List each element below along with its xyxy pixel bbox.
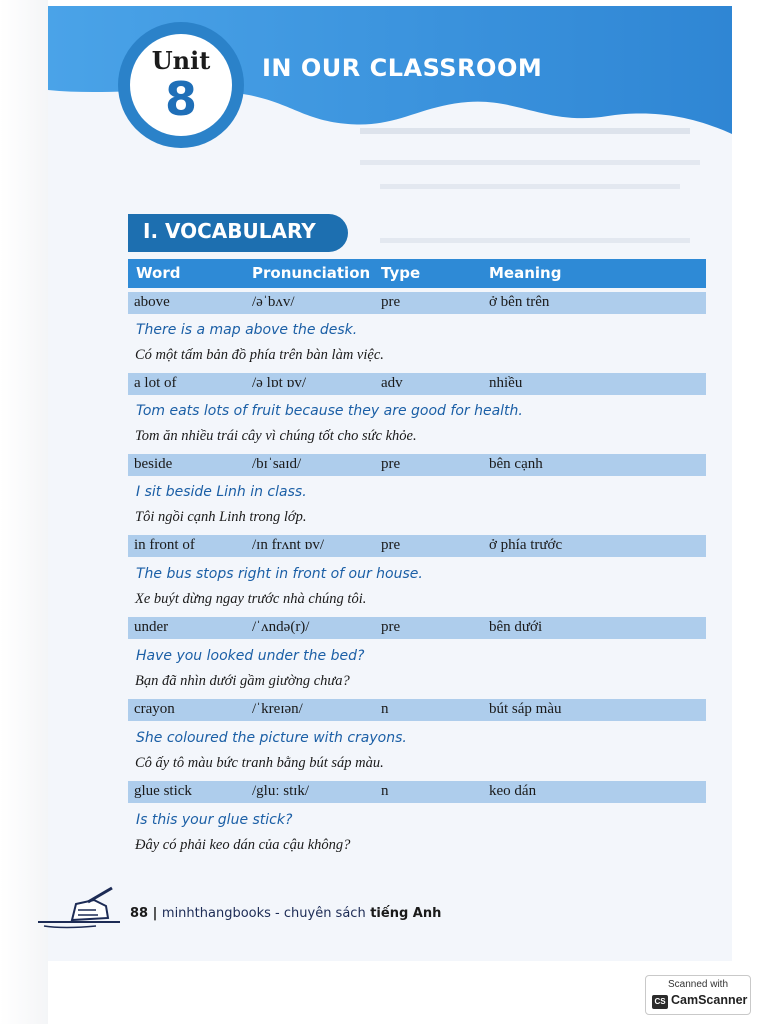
entry-pronunciation: /bɪˈsaɪd/ [252,456,302,472]
scan-margin [0,0,48,1024]
entry-meaning: bút sáp màu [489,701,562,717]
example-vietnamese: Cô ấy tô màu bức tranh bằng bút sáp màu. [135,755,384,771]
column-header-pronunciation: Pronunciation [252,264,371,282]
entry-meaning: ở bên trên [489,294,550,310]
entry-type: pre [381,294,401,310]
unit-title: IN OUR CLASSROOM [262,54,543,82]
page-footer [130,906,441,921]
entry-pronunciation: /ə lɒt ɒv/ [252,375,307,391]
bleed-through-line [360,160,700,165]
unit-number: 8 [164,72,197,126]
entry-type: n [381,701,389,717]
entry-word: a lot of [134,375,177,391]
entry-pronunciation: /ɪn frʌnt ɒv/ [252,537,325,553]
entry-word: beside [134,456,173,472]
column-header-meaning: Meaning [489,264,562,282]
camscanner-watermark [645,975,751,1015]
writing-hand-icon [36,886,126,932]
publisher-name: minhthangbooks - chuyên sách [161,906,366,921]
entry-word: glue stick [134,783,192,799]
bleed-through-line [380,184,680,189]
entry-word: in front of [134,537,195,553]
camscanner-logo-icon: CS [652,995,668,1009]
entry-type: pre [381,619,401,635]
entry-pronunciation: /əˈbʌv/ [252,294,295,310]
watermark-brand: CamScanner [671,993,748,1007]
entry-pronunciation: /ˈʌndə(r)/ [252,619,310,635]
unit-badge-inner [130,34,232,136]
example-english: I sit beside Linh in class. [136,484,307,500]
table-row [128,454,706,476]
table-row [128,535,706,557]
entry-word: crayon [134,701,175,717]
example-english: There is a map above the desk. [136,322,358,338]
example-english: Tom eats lots of fruit because they are good for health. [136,403,523,419]
publisher-tagline: tiếng Anh [370,906,442,921]
entry-word: under [134,619,169,635]
entry-pronunciation: /ˈkreɪən/ [252,701,303,717]
entry-type: pre [381,456,401,472]
table-row [128,617,706,639]
entry-meaning: ở phía trước [489,537,563,553]
example-english: Is this your glue stick? [136,812,293,828]
section-title: I. VOCABULARY [143,219,316,243]
table-row [128,373,706,395]
example-vietnamese: Tom ăn nhiều trái cây vì chúng tốt cho sức khỏe. [135,428,417,444]
example-vietnamese: Xe buýt dừng ngay trước nhà chúng tôi. [135,591,367,607]
entry-type: pre [381,537,401,553]
example-english: She coloured the picture with crayons. [136,730,407,746]
page-number: 88 [130,906,149,921]
example-vietnamese: Đây có phải keo dán của cậu không? [135,837,351,853]
table-header [128,259,706,288]
column-header-word: Word [136,264,181,282]
entry-pronunciation: /gluː stɪk/ [252,783,310,799]
unit-label: Unit [151,46,211,75]
footer-separator: | [152,906,158,921]
table-row [128,292,706,314]
entry-meaning: nhiều [489,375,523,391]
entry-meaning: bên dưới [489,619,543,635]
table-row [128,699,706,721]
entry-type: n [381,783,389,799]
example-vietnamese: Có một tấm bản đồ phía trên bàn làm việc. [135,347,384,363]
example-english: Have you looked under the bed? [136,648,365,664]
example-vietnamese: Bạn đã nhìn dưới gầm giường chưa? [135,673,350,689]
example-vietnamese: Tôi ngồi cạnh Linh trong lớp. [135,509,307,525]
entry-type: adv [381,375,403,391]
bleed-through-line [380,238,690,243]
example-english: The bus stops right in front of our house. [136,566,423,582]
entry-meaning: keo dán [489,783,537,799]
entry-word: above [134,294,170,310]
column-header-type: Type [381,264,421,282]
table-row [128,781,706,803]
watermark-caption: Scanned with [667,979,729,990]
entry-meaning: bên cạnh [489,456,543,472]
